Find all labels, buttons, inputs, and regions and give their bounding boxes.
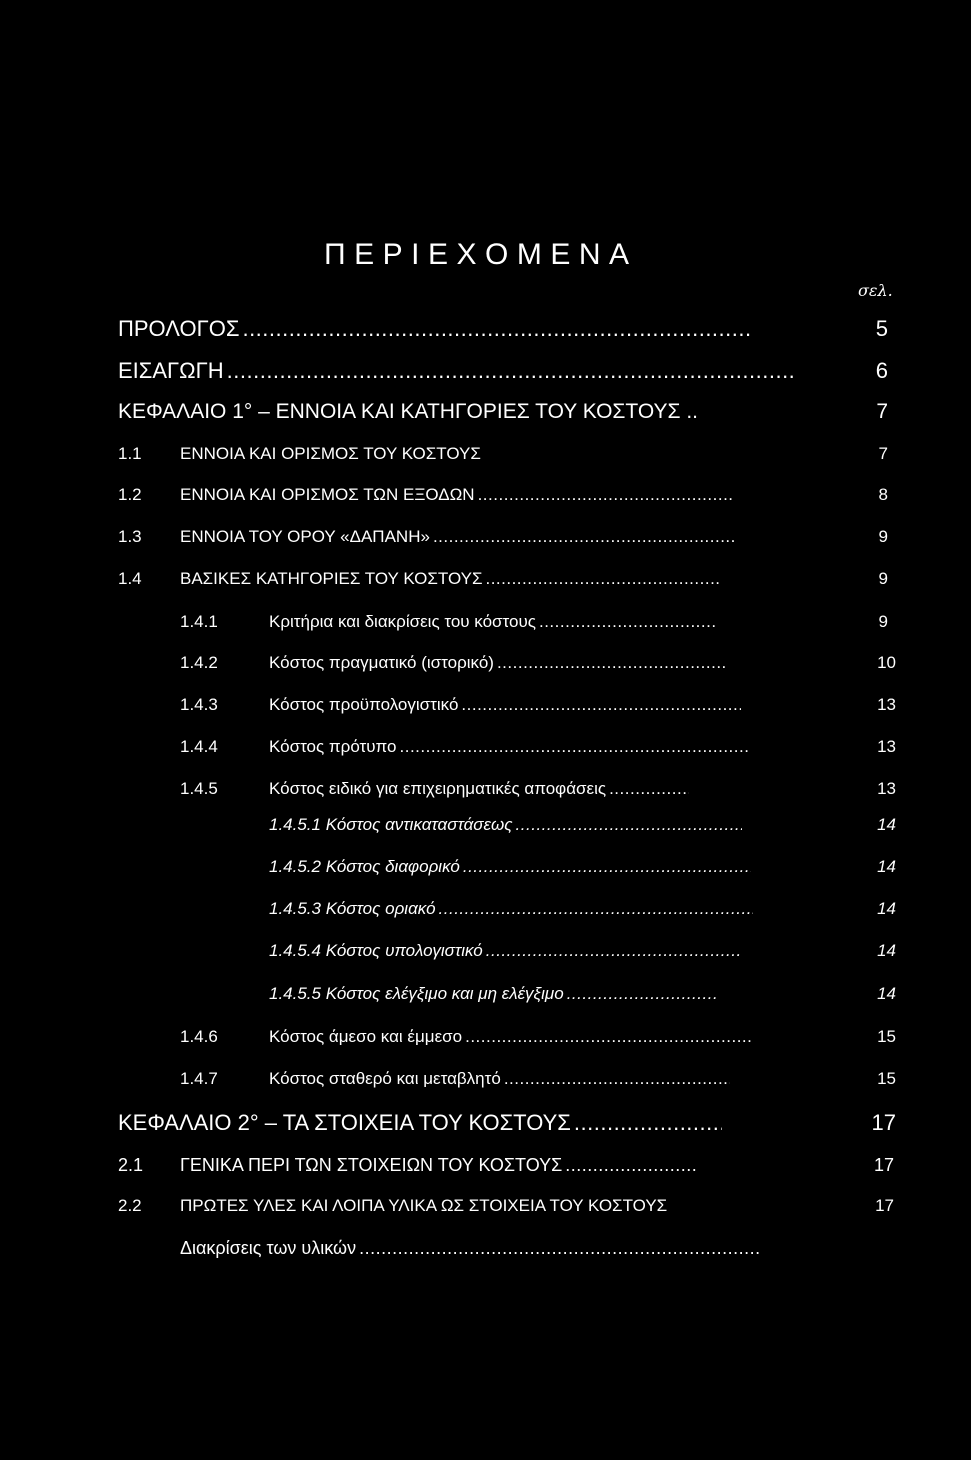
- toc-entry-1-4-5[interactable]: [180, 779, 896, 799]
- toc-entry-page: 17: [871, 1110, 896, 1135]
- toc-entry-1-4-5-3[interactable]: [269, 899, 896, 919]
- toc-entry-text: 1.4.5.3 Κόστος οριακό: [269, 899, 436, 918]
- toc-entry-number: 1.3: [118, 527, 142, 546]
- toc-entry-text: Κόστος προϋπολογιστικό: [269, 695, 459, 714]
- toc-entry-page: 6: [875, 358, 888, 383]
- toc-entry-number: 1.1: [118, 444, 142, 463]
- toc-entry-number: 1.4.6: [180, 1027, 218, 1046]
- toc-entry-1-4-2[interactable]: [180, 653, 896, 673]
- toc-entry-introduction[interactable]: [118, 358, 888, 384]
- toc-entry-chapter-2[interactable]: [118, 1110, 896, 1136]
- toc-leader-dots: [439, 899, 753, 919]
- toc-entry-1-4-5-1[interactable]: [269, 815, 896, 835]
- toc-entry-page: 13: [877, 737, 896, 756]
- toc-leader-dots: [497, 653, 727, 673]
- toc-entry-page: 15: [877, 1027, 896, 1046]
- toc-entry-number: 1.4.4: [180, 737, 218, 756]
- toc-entry-page: 9: [878, 612, 888, 631]
- toc-leader-dots: [565, 1155, 697, 1176]
- toc-leader-dots: [539, 612, 717, 632]
- toc-entry-chapter-1[interactable]: [118, 400, 888, 424]
- toc-entry-text: ΕΙΣΑΓΩΓΗ: [118, 358, 224, 383]
- toc-entry-page: 9: [878, 527, 888, 546]
- toc-entry-text: ΠΡΟΛΟΓΟΣ: [118, 316, 240, 341]
- toc-entry-number: 1.4.1: [180, 612, 218, 631]
- toc-entry-1-4-4[interactable]: [180, 737, 896, 757]
- toc-leader-dots: [478, 485, 732, 505]
- toc-entry-page: 15: [877, 1069, 896, 1088]
- toc-entry-1-4[interactable]: [118, 569, 888, 589]
- toc-entry-1-4-3[interactable]: [180, 695, 896, 715]
- toc-leader-dots: [461, 695, 741, 715]
- toc-entry-page: 13: [877, 695, 896, 714]
- toc-leader-dots: [516, 815, 742, 835]
- toc-entry-1-4-5-5[interactable]: [269, 984, 896, 1004]
- toc-leader-dots: [463, 857, 751, 877]
- toc-entry-text: ΕΝΝΟΙΑ ΤΟΥ ΟΡΟΥ «ΔΑΠΑΝΗ»: [180, 527, 430, 546]
- toc-entry-text: Κόστος πρότυπο: [269, 737, 397, 756]
- toc-leader-dots: [574, 1110, 722, 1136]
- toc-entry-page: 14: [877, 899, 896, 918]
- toc-entry-1-2[interactable]: [118, 485, 888, 505]
- toc-entry-page: 10: [877, 653, 896, 672]
- toc-leader-dots: [433, 527, 735, 547]
- toc-entry-page: 7: [876, 400, 888, 423]
- toc-leader-dots: [486, 941, 740, 961]
- toc-leader-dots: [242, 316, 752, 342]
- page-title: ΠΕΡΙΕΧΟΜΕΝΑ: [324, 238, 638, 271]
- toc-leader-dots: [359, 1238, 759, 1259]
- toc-entry-1-4-7[interactable]: [180, 1069, 896, 1089]
- toc-entry-number: 2.1: [118, 1155, 144, 1175]
- toc-entry-page: 14: [877, 941, 896, 960]
- toc-entry-text: ΚΕΦΑΛΑΙΟ 1° – ΕΝΝΟΙΑ ΚΑΙ ΚΑΤΗΓΟΡΙΕΣ ΤΟΥ ΚΟΣΤΟΥΣ ..: [118, 400, 698, 423]
- toc-entry-text: 1.4.5.1 Κόστος αντικαταστάσεως: [269, 815, 513, 834]
- toc-entry-text: Διακρίσεις των υλικών: [180, 1238, 357, 1258]
- toc-entry-page: 9: [878, 569, 888, 588]
- toc-entry-materials-distinctions[interactable]: [180, 1238, 816, 1259]
- toc-entry-text: Κριτήρια και διακρίσεις του κόστους: [269, 612, 536, 631]
- toc-entry-page: 13: [877, 779, 896, 798]
- toc-entry-number: 1.4.7: [180, 1069, 218, 1088]
- toc-entry-page: 17: [873, 1155, 894, 1175]
- toc-entry-text: ΓΕΝΙΚΑ ΠΕΡΙ ΤΩΝ ΣΤΟΙΧΕΙΩΝ ΤΟΥ ΚΟΣΤΟΥΣ: [180, 1155, 563, 1175]
- toc-entry-2-1[interactable]: [118, 1155, 894, 1176]
- toc-entry-1-4-5-2[interactable]: [269, 857, 896, 877]
- toc-entry-text: Κόστος σταθερό και μεταβλητό: [269, 1069, 501, 1088]
- toc-entry-1-1[interactable]: [118, 444, 888, 464]
- toc-entry-page: 7: [878, 444, 888, 463]
- toc-leader-dots: [609, 779, 689, 799]
- toc-entry-number: 1.4.5: [180, 779, 218, 798]
- toc-leader-dots: [485, 569, 721, 589]
- toc-entry-number: 1.4.2: [180, 653, 218, 672]
- toc-entry-page: 8: [878, 485, 888, 504]
- toc-entry-page: 17: [875, 1196, 894, 1215]
- toc-entry-text: 1.4.5.2 Κόστος διαφορικό: [269, 857, 460, 876]
- page-column-label: σελ.: [858, 281, 893, 300]
- toc-entry-text: ΠΡΩΤΕΣ ΥΛΕΣ ΚΑΙ ΛΟΙΠΑ ΥΛΙΚΑ ΩΣ ΣΤΟΙΧΕΙΑ ΤΟΥ ΚΟΣΤΟΥΣ: [180, 1196, 668, 1215]
- toc-entry-text: Κόστος ειδικό για επιχειρηματικές αποφάσεις: [269, 779, 607, 798]
- toc-leader-dots: [400, 737, 748, 757]
- toc-entry-number: 1.2: [118, 485, 142, 504]
- toc-entry-2-2[interactable]: [118, 1196, 894, 1216]
- toc-entry-number: 1.4: [118, 569, 142, 588]
- toc-entry-1-4-5-4[interactable]: [269, 941, 896, 961]
- toc-entry-page: 5: [875, 316, 888, 341]
- toc-entry-text: Κόστος πραγματικό (ιστορικό): [269, 653, 494, 672]
- toc-entry-1-3[interactable]: [118, 527, 888, 547]
- toc-leader-dots: [227, 358, 795, 384]
- toc-entry-1-4-1[interactable]: [180, 612, 888, 632]
- toc-entry-number: 1.4.3: [180, 695, 218, 714]
- toc-entry-page: 14: [877, 857, 896, 876]
- toc-entry-page: 14: [877, 984, 896, 1003]
- toc-entry-text: ΕΝΝΟΙΑ ΚΑΙ ΟΡΙΣΜΟΣ ΤΩΝ ΕΞΟΔΩΝ: [180, 485, 475, 504]
- toc-leader-dots: [567, 984, 717, 1004]
- toc-entry-prologue[interactable]: [118, 316, 888, 342]
- toc-entry-number: 2.2: [118, 1196, 142, 1215]
- toc-entry-text: Κόστος άμεσο και έμμεσο: [269, 1027, 463, 1046]
- toc-entry-text: ΚΕΦΑΛΑΙΟ 2° – ΤΑ ΣΤΟΙΧΕΙΑ ΤΟΥ ΚΟΣΤΟΥΣ: [118, 1110, 571, 1135]
- toc-entry-text: ΒΑΣΙΚΕΣ ΚΑΤΗΓΟΡΙΕΣ ΤΟΥ ΚΟΣΤΟΥΣ: [180, 569, 483, 588]
- toc-entry-text: 1.4.5.4 Κόστος υπολογιστικό: [269, 941, 483, 960]
- toc-entry-text: ΕΝΝΟΙΑ ΚΑΙ ΟΡΙΣΜΟΣ ΤΟΥ ΚΟΣΤΟΥΣ: [180, 444, 481, 463]
- toc-leader-dots: [465, 1027, 751, 1047]
- toc-entry-page: 14: [877, 815, 896, 834]
- toc-leader-dots: [504, 1069, 730, 1089]
- toc-entry-1-4-6[interactable]: [180, 1027, 896, 1047]
- toc-entry-text: 1.4.5.5 Κόστος ελέγξιμο και μη ελέγξιμο: [269, 984, 564, 1003]
